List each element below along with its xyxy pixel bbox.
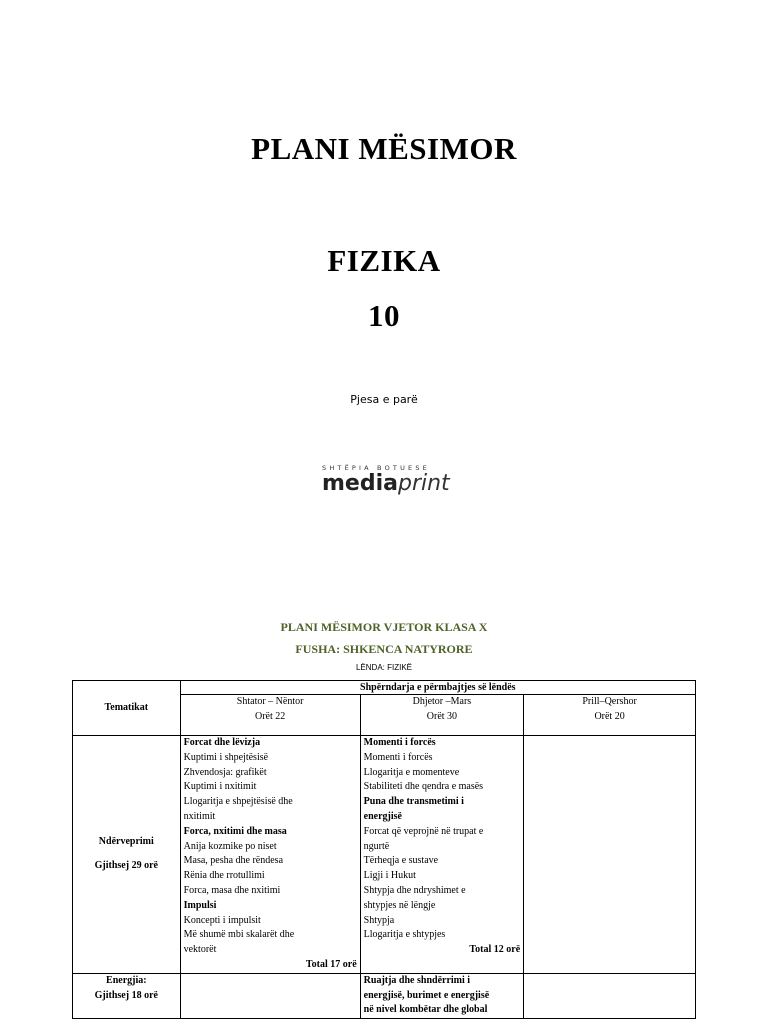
list-item: Kuptimi i nxitimit — [183, 781, 257, 793]
publisher-logo-italic: print — [397, 471, 450, 496]
list-item: Puna dhe transmetimi i — [363, 796, 464, 808]
list-item: Impulsi — [183, 899, 217, 911]
list-item: Zhvendosja: grafikët — [183, 766, 267, 778]
theme-2-name: Energjia: — [106, 974, 147, 986]
list-item: Llogaritja e momenteve — [363, 766, 460, 778]
list-item: Më shumë mbi skalarët dhe — [183, 929, 295, 941]
row-2-period-3 — [524, 973, 696, 1018]
period-2 — [360, 695, 524, 736]
theme-1-name: Ndërveprimi — [98, 835, 154, 847]
row-1-period-2-list — [364, 736, 521, 943]
field-heading: FUSHA: SHKENCA NATYRORE — [295, 642, 473, 656]
list-item: Stabiliteti dhe qendra e masës — [363, 781, 484, 793]
document-title: PLANI MËSIMOR — [251, 131, 517, 166]
list-item: Llogaritja e shpejtësisë dhe — [183, 796, 293, 808]
list-item: Llogaritja e shtypjes — [363, 929, 446, 941]
row-1-period-1 — [180, 736, 360, 974]
publisher-logo-top: SHTËPIA BOTUESE — [322, 464, 430, 472]
list-item: shtypjes në lëngje — [363, 899, 436, 911]
row-2-period-2 — [360, 973, 524, 1018]
list-item: Forca, masa dhe nxitimi — [183, 884, 281, 896]
theme-2-total: Gjithsej 18 orë — [94, 989, 158, 1001]
list-item: Ligji i Hukut — [363, 870, 416, 882]
row-1-period-2-total: Total 12 orë — [469, 944, 521, 956]
publisher-logo-main — [322, 473, 448, 495]
period-3-hours: Orët 20 — [594, 710, 625, 722]
list-item: Forca, nxitimi dhe masa — [183, 825, 287, 837]
list-item: Shtypja dhe ndryshimet e — [363, 884, 466, 896]
period-1-hours: Orët 22 — [254, 710, 286, 722]
period-3-name: Prill–Qershor — [582, 696, 637, 707]
list-item: energjisë, burimet e energjisë — [363, 989, 490, 1001]
publisher-logo — [322, 464, 448, 495]
list-item: Forcat që veprojnë në trupat e — [363, 825, 484, 837]
list-item: vektorët — [183, 944, 217, 956]
list-item: Shtypja — [363, 914, 395, 926]
period-1-name: Shtator – Nëntor — [236, 696, 304, 707]
row-1-period-1-list — [184, 736, 357, 958]
table-row — [73, 736, 696, 974]
list-item: Momenti i forcës — [363, 751, 433, 763]
period-3 — [524, 695, 696, 736]
period-1 — [180, 695, 360, 736]
period-2-hours: Orët 30 — [426, 710, 458, 722]
list-item: në nivel kombëtar dhe global — [363, 1004, 488, 1016]
plan-table — [72, 680, 696, 1019]
list-item: Anija kozmike po niset — [183, 840, 277, 852]
theme-cell-1 — [73, 736, 181, 974]
list-item: energjisë — [363, 810, 402, 822]
list-item: nxitimit — [183, 810, 216, 822]
list-item: Forcat dhe lëvizja — [183, 737, 261, 748]
plan-heading: PLANI MËSIMOR VJETOR KLASA X — [280, 620, 488, 634]
row-1-period-2 — [360, 736, 524, 974]
grade-number: 10 — [368, 298, 400, 333]
row-1-period-3 — [524, 736, 696, 974]
subject-title: FIZIKA — [327, 243, 441, 278]
part-label: Pjesa e parë — [350, 393, 418, 406]
list-item: Kuptimi i shpejtësisë — [183, 751, 269, 763]
list-item: ngurtë — [363, 840, 390, 852]
list-item: Ruajtja dhe shndërrimi i — [363, 974, 471, 986]
table-row — [73, 973, 696, 1018]
list-item: Koncepti i impulsit — [183, 914, 261, 926]
row-1-period-1-total: Total 17 orë — [305, 958, 357, 970]
period-2-name: Dhjetor –Mars — [412, 696, 472, 707]
theme-cell-2 — [73, 973, 181, 1018]
subject-label: LËNDA: FIZIKË — [355, 663, 412, 672]
header-distribution: Shpërndarja e përmbajtjes së lëndës — [180, 681, 695, 695]
theme-1-total: Gjithsej 29 orë — [94, 860, 158, 872]
list-item: Rënia dhe rrotullimi — [183, 870, 265, 882]
list-item: Masa, pesha dhe rëndesa — [183, 855, 284, 867]
row-2-period-2-list — [364, 974, 521, 1018]
header-themes: Tematikat — [73, 681, 181, 736]
table-header-row — [73, 681, 696, 695]
list-item: Momenti i forcës — [363, 737, 436, 748]
list-item: Tërheqja e sustave — [363, 855, 439, 867]
row-2-period-1 — [180, 973, 360, 1018]
publisher-logo-bold: media — [322, 471, 398, 496]
